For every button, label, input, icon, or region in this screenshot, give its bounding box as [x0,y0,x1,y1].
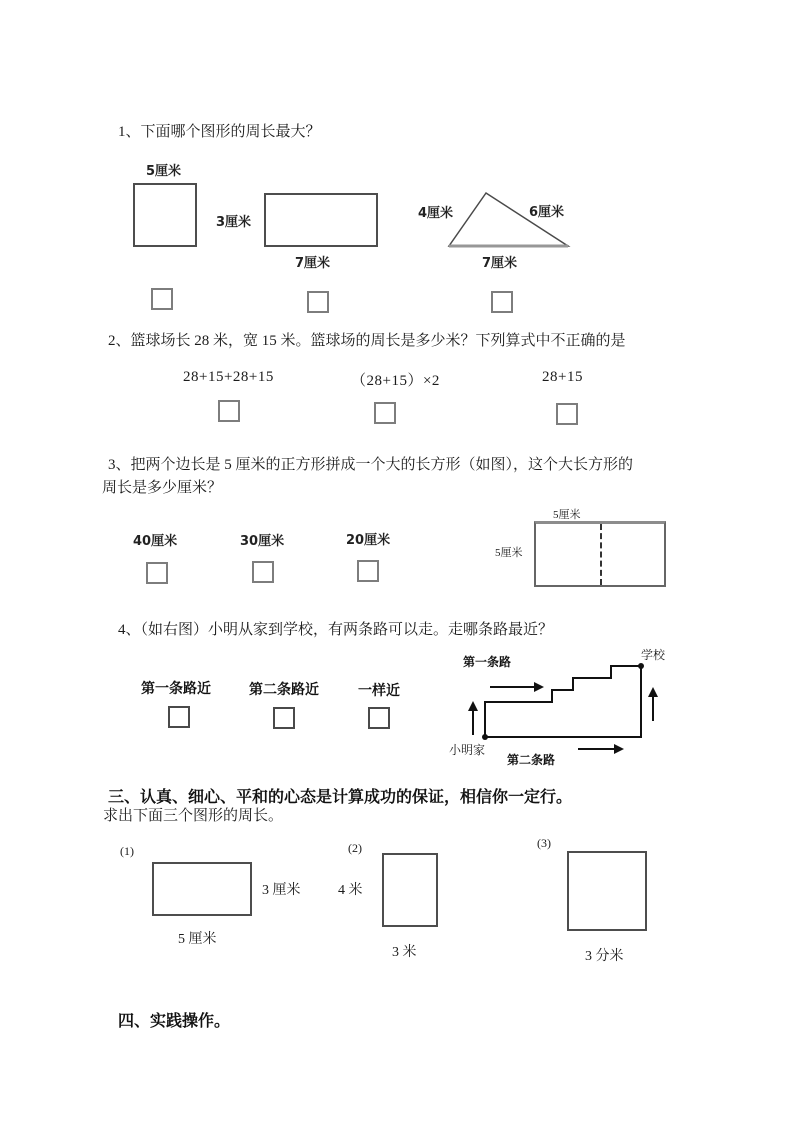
q3-option2-checkbox[interactable] [252,561,274,583]
q1-option1-checkbox[interactable] [151,288,173,310]
q4-option1-checkbox[interactable] [168,706,190,728]
q1-rect-bottom-label: 7厘米 [295,256,331,271]
q4-option2-checkbox[interactable] [273,707,295,729]
q2-option1-checkbox[interactable] [218,400,240,422]
fig2-index: (2) [348,841,362,855]
q1-option3-checkbox[interactable] [491,291,513,313]
fig1-side-label: 3 厘米 [262,883,301,898]
q4-option2-label: 第二条路近 [249,682,319,698]
q3-option3-checkbox[interactable] [357,560,379,582]
q2-option2-checkbox[interactable] [374,402,396,424]
q2-text: 2、篮球场长 28 米，宽 15 米。篮球场的周长是多少米？下列算式中不正确的是 [108,333,626,349]
q1-square-top-label: 5厘米 [146,164,182,179]
q4-option3-checkbox[interactable] [368,707,390,729]
q4-road1-label: 第一条路 [463,655,512,669]
q3-text-line2: 周长是多少厘米？ [102,480,223,496]
fig3-index: (3) [537,836,551,850]
q2-option1-expression: 28+15+28+15 [183,369,274,385]
fig1-index: (1) [120,844,134,858]
q3-dashed-divider [600,524,602,585]
q1-text: 1、下面哪个图形的周长最大？ [118,124,321,140]
q3-text-line1: 3、把两个边长是 5 厘米的正方形拼成一个大的长方形（如图），这个大长方形的 [108,457,634,473]
q3-option1-label: 40厘米 [133,534,178,549]
q3-figure-left-label: 5厘米 [495,547,523,559]
fig2-bottom-label: 3 米 [392,945,417,960]
q1-triangle-right-label: 6厘米 [529,205,565,220]
q4-text: 4、（如右图）小明从家到学校，有两条路可以走。走哪条路最近？ [118,622,554,638]
section4-heading: 四、实践操作。 [118,1013,231,1030]
q3-figure-top-label: 5厘米 [553,509,581,521]
section3-instruction: 求出下面三个图形的周长。 [103,808,284,824]
fig3-square [567,851,647,931]
q1-rect-figure [264,193,378,247]
fig1-rectangle [152,862,252,916]
q3-option1-checkbox[interactable] [146,562,168,584]
q2-option2-expression: （28+15）×2 [351,373,440,389]
q4-option1-label: 第一条路近 [141,681,211,697]
q3-option2-label: 30厘米 [240,534,285,549]
q1-triangle-figure [440,186,580,254]
q1-option2-checkbox[interactable] [307,291,329,313]
q4-home-label: 小明家 [449,743,486,757]
q2-option3-checkbox[interactable] [556,403,578,425]
q2-option3-expression: 28+15 [542,369,583,385]
fig1-bottom-label: 5 厘米 [178,932,217,947]
q1-triangle-bottom-label: 7厘米 [482,256,518,271]
q4-road2-label: 第二条路 [507,753,556,767]
q1-square-figure [133,183,197,247]
q4-school-label: 学校 [641,648,666,662]
q1-triangle-left-label: 4厘米 [418,206,454,221]
fig2-rectangle [382,853,438,927]
fig2-side-label: 4 米 [338,883,363,898]
section3-heading: 三、认真、细心、平和的心态是计算成功的保证，相信你一定行。 [108,789,573,806]
fig3-bottom-label: 3 分米 [585,949,624,964]
q1-rect-left-label: 3厘米 [216,215,252,230]
q4-option3-label: 一样近 [358,683,400,699]
q3-option3-label: 20厘米 [346,533,391,548]
q3-rectangle-figure [534,521,666,587]
